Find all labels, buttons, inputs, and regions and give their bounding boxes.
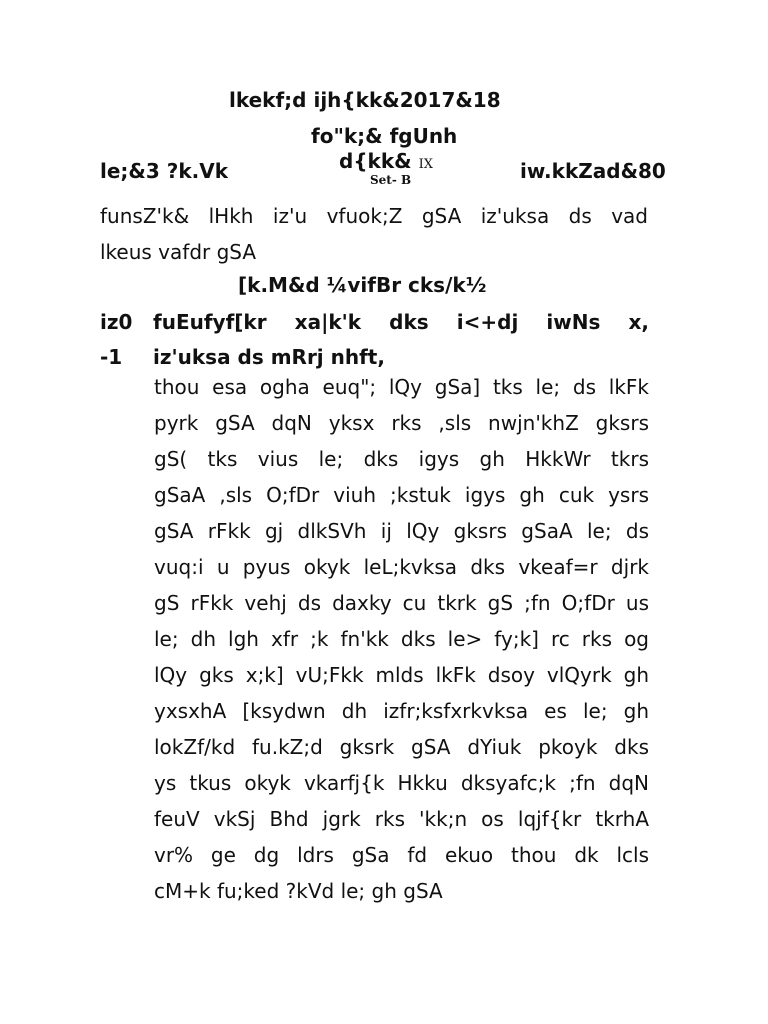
passage (154, 375, 649, 915)
question-number: iz0 (100, 310, 133, 334)
passage-line: vr% ge dg ldrs gSa fd ekuo thou dk lcls (154, 843, 649, 867)
passage-line: lQy gks x;k] vU;Fkk mlds lkFk dsoy vlQyrk gh (154, 663, 649, 687)
time-allowed: le;&3 ?k.Vk (100, 159, 229, 183)
passage-line: le; dh lgh xfr ;k fn'kk dks le> fy;k] rc rks og (154, 627, 649, 651)
class-label: d{kk& (339, 149, 412, 173)
passage-line: feuV vkSj Bhd jgrk rks 'kk;n os lqjf{kr tkrhA (154, 807, 649, 831)
subject-line: fo"k;& fgUnh (311, 124, 458, 148)
passage-line: gSA rFkk gj dlkSVh ij lQy gksrs gSaA le; ds (154, 519, 649, 543)
class-value: IX (418, 157, 433, 172)
passage-line: gS( tks vius le; dks igys gh HkkWr tkrs (154, 447, 649, 471)
passage-line: lokZf/kd fu.kZ;d gksrk gSA dYiuk pkoyk dks (154, 735, 649, 759)
instructions-line-2: lkeus vafdr gSA (100, 240, 257, 264)
class-line (339, 149, 433, 173)
section-title: [k.M&d ¼vifBr cks/k½ (238, 273, 487, 297)
set-label: Set- B (370, 173, 412, 187)
instructions-line-1: funsZ'k& lHkh iz'u vfuok;Z gSA iz'uksa ds vad (100, 204, 648, 228)
passage-line: vuq:i u pyus okyk leL;kvksa dks vkeaf=r djrk (154, 555, 649, 579)
question-prompt-line-1: fuEufyf[kr xa|k'k dks i<+dj iwNs x, (153, 310, 649, 334)
passage-line: cM+k fu;ked ?kVd le; gh gSA (154, 879, 443, 903)
question-number-suffix: -1 (100, 345, 123, 369)
passage-line: gS rFkk vehj ds daxky cu tkrk gS ;fn O;fDr us (154, 591, 649, 615)
max-marks: iw.kkZad&80 (520, 159, 666, 183)
passage-line: yxsxhA [ksydwn dh izfr;ksfxrkvksa es le; gh (154, 699, 649, 723)
passage-line: thou esa ogha euq"; lQy gSa] tks le; ds lkFk (154, 375, 649, 399)
passage-line: pyrk gSA dqN yksx rks ,sls nwjn'khZ gksrs (154, 411, 649, 435)
exam-title: lkekf;d ijh{kk&2017&18 (229, 88, 501, 112)
passage-line: gSaA ,sls O;fDr viuh ;kstuk igys gh cuk ysrs (154, 483, 649, 507)
passage-line: ys tkus okyk vkarfj{k Hkku dksyafc;k ;fn dqN (154, 771, 649, 795)
question-prompt-line-2: iz'uksa ds mRrj nhft, (153, 345, 385, 369)
